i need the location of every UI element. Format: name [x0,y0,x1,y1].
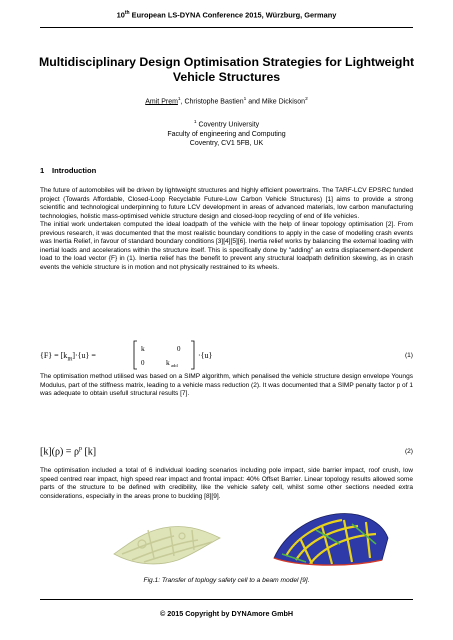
paragraph-2-text: The initial work undertaken computed the ideal loadpath of the vehicle with the help of linear topology optimisation [2]. From previous research, it was documented that the most realistic boundary conditions to apply in the case of modelling crash events was Inertia Relief, in favour of standard boundary conditions [3][4][5][6]. Inertia relief works by balancing the external loading with inertial loads and accelerations within the structure itself. This is specifically done by "adding" an extra displacement-dependent load to the load vector {F} in (1). Inertia relief has the benefit to prevent any structural loadpath definition skewing, as in crash events the vehicle structure is in motion and not physically restrained to its wheels. [40,221,413,271]
section-heading [40,166,96,175]
header-text: European LS-DYNA Conference 2015, Würzburg, Germany [129,10,337,20]
author-2: , Christophe Bastien [180,98,244,106]
eq1-right: ·{u} [198,351,213,360]
copyright-footer: © 2015 Copyright by DYNAmore GmbH [159,609,294,618]
figure-caption: Fig.1: Transfer of toplogy safety cell to a beam model [9]. [143,577,310,584]
eq1-m12: 0 [177,345,181,353]
eq2-number: (2) [404,448,413,455]
affiliation [0,118,453,148]
paper-title: Multidisciplinary Design Optimisation Strategies for Lightweight Vehicle Structures [38,55,415,84]
section-number: 1 [40,166,45,175]
paragraph-1-text: The future of automobiles will be driven by lightweight structures and highly efficient powertrains. The TARF-LCV EPSRC funded project (Towards Affordable, Closed-Loop Recyclable Future-Low Carbon Vehicle Structures) [1] aims to provide a strong scientific and technological underpinning to future LCV development in areas of advanced materials, low carbon manufacturing technologies, holistic mass-optimised vehicle structure design and closed-loop recycling of end of life vehicles. [40,187,413,220]
header-rule [40,27,413,28]
author-3: and Mike Dickison [246,98,306,106]
eq1-m11: k [141,344,145,353]
eq1-left [40,351,96,363]
author-1-sup: 1 [177,97,181,102]
footer-rule [40,599,413,600]
figure-1 [40,508,413,570]
eq1-mid: ]·{u} = [72,351,96,360]
eq2-left: [k](ρ) = ρ [40,446,79,458]
eq2-exponent: p [78,446,82,452]
eq1-left-text: {F} = [k [40,351,68,360]
paragraph-1 [40,187,413,272]
eq2-right: [k] [84,446,97,458]
affiliation-line-1: Coventry University [196,121,260,129]
eq1-sub: IR [67,357,73,363]
header-number: 10 [116,10,125,20]
affiliation-line-2: Faculty of engineering and Computing [167,130,286,138]
author-3-sup: 2 [305,97,308,102]
paragraph-3: The optimisation method utilised was based on a SIMP algorithm, which penalised the vehicle structure design envelope Youngs Modulus, part of the stiffness matrix, leading to a vehicle mass reduction (2). It was documented that a SIMP penalty factor p of 1 was adequate to obtain usefull structural results [7]. [40,373,413,398]
eq2-expression [40,446,96,457]
section-title: Introduction [52,166,97,175]
eq1-m22: k [166,358,170,367]
eq1-m22-sub: add [171,363,178,368]
topology-image [108,514,228,570]
eq1-number: (1) [404,352,413,359]
eq1-matrix [133,339,195,371]
eq1-m21: 0 [141,359,145,367]
authors [0,97,453,105]
header-ordinal: th [124,10,130,16]
author-2-sup: 1 [243,97,247,102]
beam-model-image [266,508,392,570]
author-1[interactable]: Amit Prem [145,98,178,106]
affiliation-line-3: Coventry, CV1 5FB, UK [189,139,264,147]
conference-header [0,10,453,19]
affiliation-sup: 1 [193,120,197,125]
paragraph-4: The optimisation included a total of 6 individual loading scenarios including pole impact, side barrier impact, roof crush, low speed centred rear impact, high speed rear impact and frontal impact: 40% Offset Barrier. Linear topology results allowed some parts of the structure to be defined with credibility, like the vehicle safety cell, whilst some other sections needed extra considerations, especially in the areas prone to buckling [8][9]. [40,467,413,500]
